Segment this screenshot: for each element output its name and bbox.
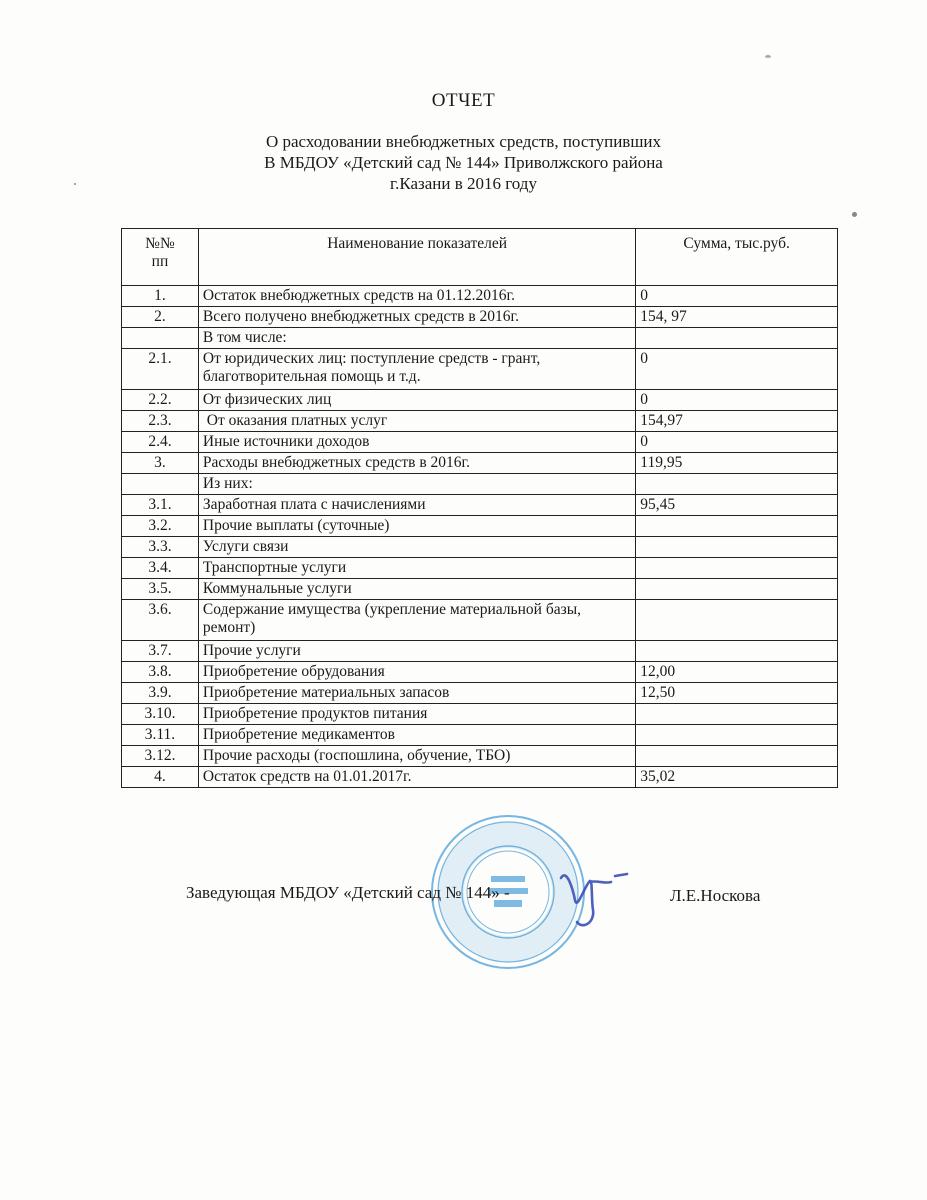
row-number: 2.1. <box>122 349 199 390</box>
row-sum <box>636 328 838 349</box>
row-indicator-name: В том числе: <box>198 328 635 349</box>
row-number: 3.7. <box>122 641 199 662</box>
row-sum: 12,50 <box>636 683 838 704</box>
report-table <box>121 228 838 788</box>
row-sum: 0 <box>636 349 838 390</box>
row-sum <box>636 704 838 725</box>
row-sum <box>636 725 838 746</box>
table-row <box>122 390 838 411</box>
row-number: 3.10. <box>122 704 199 725</box>
signatory-name: Л.Е.Носкова <box>670 886 761 905</box>
row-indicator-name: Услуги связи <box>198 537 635 558</box>
row-indicator-name: Из них: <box>198 474 635 495</box>
row-number: 3.3. <box>122 537 199 558</box>
row-sum: 0 <box>636 286 838 307</box>
row-indicator-name: Прочие расходы (госпошлина, обучение, ТБО) <box>198 746 635 767</box>
row-number: 3. <box>122 453 199 474</box>
row-sum <box>636 474 838 495</box>
table-row <box>122 286 838 307</box>
row-number: 4. <box>122 767 199 788</box>
row-sum <box>636 537 838 558</box>
table-row <box>122 579 838 600</box>
header-name: Наименование показателей <box>198 229 635 286</box>
row-indicator-name: Заработная плата с начислениями <box>198 495 635 516</box>
table-row <box>122 537 838 558</box>
row-number <box>122 474 199 495</box>
table-body <box>122 286 838 788</box>
row-sum <box>636 641 838 662</box>
row-sum <box>636 516 838 537</box>
header-sum: Сумма, тыс.руб. <box>636 229 838 286</box>
table-row <box>122 600 838 641</box>
row-indicator-name: Содержание имущества (укрепление материальной базы, ремонт) <box>198 600 635 641</box>
document-title: ОТЧЕТ <box>431 90 496 111</box>
row-number: 3.9. <box>122 683 199 704</box>
table-row <box>122 349 838 390</box>
row-indicator-name: Расходы внебюджетных средств в 2016г. <box>198 453 635 474</box>
row-number: 3.5. <box>122 579 199 600</box>
row-number: 3.11. <box>122 725 199 746</box>
row-number: 3.4. <box>122 558 199 579</box>
row-number: 2.2. <box>122 390 199 411</box>
row-indicator-name: Приобретение продуктов питания <box>198 704 635 725</box>
table-header-row <box>122 229 838 286</box>
row-sum: 95,45 <box>636 495 838 516</box>
row-number: 1. <box>122 286 199 307</box>
subtitle-line: О расходовании внебюджетных средств, поступивших <box>265 132 662 151</box>
row-number: 3.1. <box>122 495 199 516</box>
row-sum: 154, 97 <box>636 307 838 328</box>
scan-speck <box>852 212 857 217</box>
row-indicator-name: Прочие услуги <box>198 641 635 662</box>
signature-block <box>0 810 927 1010</box>
table-row <box>122 704 838 725</box>
row-sum: 0 <box>636 432 838 453</box>
handwritten-signature <box>553 860 643 930</box>
row-indicator-name: Транспортные услуги <box>198 558 635 579</box>
scan-speck <box>765 55 771 58</box>
row-indicator-name: Всего получено внебюджетных средств в 2016г. <box>198 307 635 328</box>
row-sum: 12,00 <box>636 662 838 683</box>
row-indicator-name: Приобретение материальных запасов <box>198 683 635 704</box>
row-sum <box>636 579 838 600</box>
table-row <box>122 307 838 328</box>
row-number <box>122 328 199 349</box>
row-number: 3.12. <box>122 746 199 767</box>
row-indicator-name: Прочие выплаты (суточные) <box>198 516 635 537</box>
row-number: 3.8. <box>122 662 199 683</box>
subtitle-line: г.Казани в 2016 году <box>390 174 537 193</box>
row-number: 3.6. <box>122 600 199 641</box>
row-sum: 154,97 <box>636 411 838 432</box>
table-row <box>122 328 838 349</box>
table-row <box>122 746 838 767</box>
table-row <box>122 474 838 495</box>
row-number: 2. <box>122 307 199 328</box>
row-indicator-name: Остаток средств на 01.01.2017г. <box>198 767 635 788</box>
row-sum: 35,02 <box>636 767 838 788</box>
row-indicator-name: Остаток внебюджетных средств на 01.12.2016г. <box>198 286 635 307</box>
row-sum <box>636 746 838 767</box>
subtitle-line: В МБДОУ «Детский сад № 144» Приволжского района <box>264 153 663 172</box>
signatory-position: Заведующая МБДОУ «Детский сад № 144» - <box>186 883 510 902</box>
table-row <box>122 767 838 788</box>
row-indicator-name: Приобретение медикаментов <box>198 725 635 746</box>
table-row <box>122 662 838 683</box>
row-indicator-name: От оказания платных услуг <box>198 411 635 432</box>
row-indicator-name: От физических лиц <box>198 390 635 411</box>
row-indicator-name: Коммунальные услуги <box>198 579 635 600</box>
row-number: 2.3. <box>122 411 199 432</box>
row-indicator-name: От юридических лиц: поступление средств - грант, благотворительная помощь и т.д. <box>198 349 635 390</box>
document-subtitle <box>0 131 927 194</box>
row-sum <box>636 600 838 641</box>
row-indicator-name: Приобретение обрудования <box>198 662 635 683</box>
table-row <box>122 683 838 704</box>
table-row <box>122 411 838 432</box>
header-num: №№ пп <box>122 229 199 286</box>
table-row <box>122 558 838 579</box>
table-row <box>122 725 838 746</box>
row-number: 2.4. <box>122 432 199 453</box>
row-sum: 0 <box>636 390 838 411</box>
table-row <box>122 453 838 474</box>
row-sum <box>636 558 838 579</box>
row-number: 3.2. <box>122 516 199 537</box>
table-row <box>122 432 838 453</box>
row-indicator-name: Иные источники доходов <box>198 432 635 453</box>
table-row <box>122 516 838 537</box>
table-row <box>122 495 838 516</box>
row-sum: 119,95 <box>636 453 838 474</box>
table-row <box>122 641 838 662</box>
